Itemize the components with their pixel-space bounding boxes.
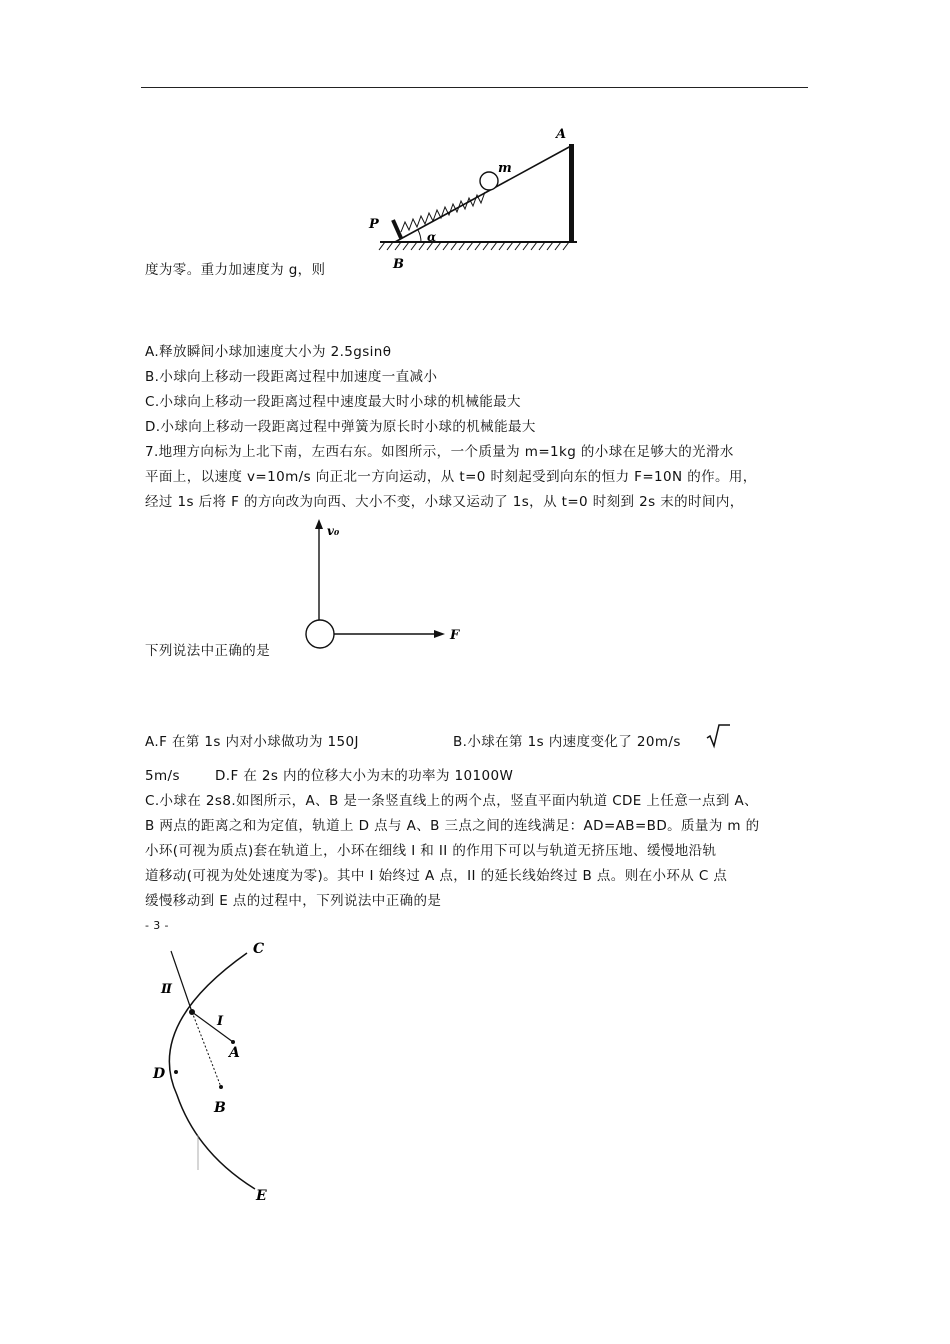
option-b: B.小球向上移动一段距离过程中加速度一直减小 [145, 369, 438, 385]
question-8-line-4: 道移动(可视为处处速度为零)。其中 I 始终过 A 点，II 的延长线始终过 B 点。则在小环从 C 点 [145, 868, 728, 884]
sqrt-icon [705, 723, 731, 749]
fig3-label-A: A [229, 1045, 240, 1061]
question-7-prompt: 下列说法中正确的是 [145, 643, 271, 659]
q7-option-d: D.F 在 2s 内的位移大小为末的功率为 10100W [215, 768, 514, 784]
fig1-label-P: P [369, 217, 379, 232]
fig2-label-F: F [450, 628, 460, 643]
question-7-line-3: 经过 1s 后将 F 的方向改为向西、大小不变，小球又运动了 1s，从 t=0 时刻到 2s 末的时间内， [145, 494, 744, 510]
option-c: C.小球向上移动一段距离过程中速度最大时小球的机械能最大 [145, 394, 521, 410]
fig3-label-B: B [214, 1100, 226, 1116]
ball-force-figure [300, 513, 470, 653]
fig3-label-I: Ⅰ [217, 1014, 224, 1029]
fig3-label-II: Ⅱ [161, 982, 172, 997]
q7-option-value: 5m/s [145, 768, 180, 784]
fig3-label-D: D [153, 1066, 166, 1082]
option-d: D.小球向上移动一段距离过程中弹簧为原长时小球的机械能最大 [145, 419, 536, 435]
fig2-label-v0: v₀ [327, 524, 340, 538]
question-8-line-2: B 两点的距离之和为定值，轨道上 D 点与 A、B 三点之间的连线满足：AD=AB=BD。质量为 m 的 [145, 818, 760, 834]
text-line-1: 度为零。重力加速度为 g，则 [145, 262, 326, 278]
question-8-line-5: 缓慢移动到 E 点的过程中，下列说法中正确的是 [145, 893, 442, 909]
question-8-line-1: C.小球在 2s8.如图所示，A、B 是一条竖直线上的两个点，竖直平面内轨道 CDE 上任意一点到 A、 [145, 793, 759, 809]
incline-spring-figure [365, 120, 580, 280]
fig3-label-C: C [253, 941, 265, 957]
question-8-line-3: 小环(可视为质点)套在轨道上，小环在细线 I 和 II 的作用下可以与轨道无挤压地、缓慢地沿轨 [145, 843, 717, 859]
q7-option-b: B.小球在第 1s 内速度变化了 20m/s [453, 734, 681, 750]
fig1-label-alpha: α [427, 230, 437, 244]
q7-option-a: A.F 在第 1s 内对小球做功为 150J [145, 734, 359, 750]
header-rule [141, 87, 808, 88]
fig1-label-A: A [556, 127, 567, 142]
fig1-label-m: m [498, 161, 512, 176]
option-a: A.释放瞬间小球加速度大小为 2.5gsinθ [145, 344, 392, 360]
question-7-line-1: 7.地理方向标为上北下南，左西右东。如图所示，一个质量为 m=1kg 的小球在足够大的光滑水 [145, 444, 734, 460]
track-cde-figure [145, 935, 285, 1210]
page-number: - 3 - [145, 919, 169, 932]
question-7-line-2: 平面上，以速度 v=10m/s 向正北一方向运动，从 t=0 时刻起受到向东的恒力 F=10N 的作。用， [145, 469, 757, 485]
fig3-label-E: E [256, 1188, 267, 1204]
fig1-label-B: B [393, 257, 404, 272]
